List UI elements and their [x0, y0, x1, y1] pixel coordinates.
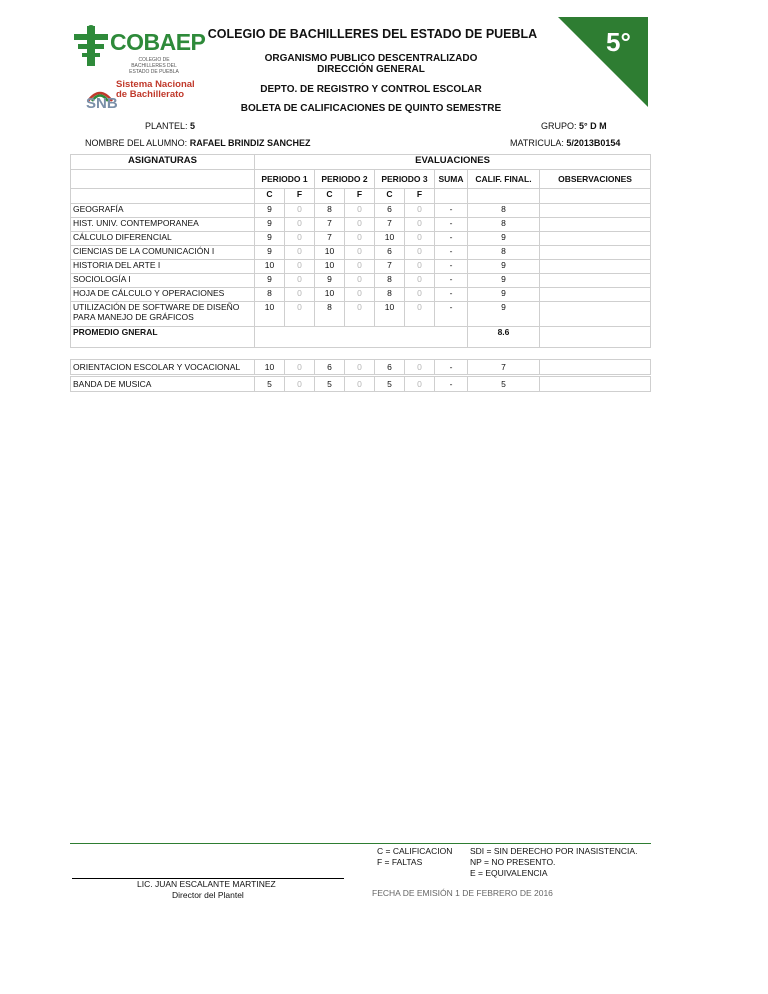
- p1-c: 5: [255, 377, 285, 392]
- p1-c: 10: [255, 302, 285, 327]
- p1-c: 9: [255, 246, 285, 260]
- org-line: ORGANISMO PUBLICO DESCENTRALIZADO: [264, 53, 478, 64]
- table-cf-row: [71, 189, 651, 204]
- calif-final: 9: [468, 274, 540, 288]
- plantel-label: PLANTEL:: [145, 121, 188, 131]
- p3-f: 0: [405, 218, 435, 232]
- legend-right: [470, 846, 637, 879]
- snb-name-line1: Sistema Nacional: [116, 79, 195, 90]
- document-title: BOLETA DE CALIFICACIONES DE QUINTO SEMESTRE: [240, 103, 502, 114]
- calif-final: 8: [468, 246, 540, 260]
- header-p2-f: F: [345, 189, 375, 204]
- p3-c: 5: [375, 377, 405, 392]
- p3-f: 0: [405, 302, 435, 327]
- calif-final: 7: [468, 360, 540, 375]
- p3-c: 8: [375, 274, 405, 288]
- p1-f: 0: [285, 377, 315, 392]
- p2-f: 0: [345, 377, 375, 392]
- p3-f: 0: [405, 288, 435, 302]
- subject-name: ORIENTACION ESCOLAR Y VOCACIONAL: [71, 360, 255, 375]
- table-row: [71, 260, 651, 274]
- p2-f: 0: [345, 274, 375, 288]
- subject-name: HOJA DE CÁLCULO Y OPERACIONES: [71, 288, 255, 302]
- observaciones: [540, 377, 651, 392]
- table-row: [71, 218, 651, 232]
- cobaep-subtitle: COLEGIO DE BACHILLERES DEL ESTADO DE PUEBLA: [129, 57, 179, 75]
- p1-c: 9: [255, 204, 285, 218]
- subject-name: UTILIZACIÓN DE SOFTWARE DE DISEÑO PARA MANEJO DE GRÁFICOS: [71, 302, 255, 327]
- subject-name: CIENCIAS DE LA COMUNICACIÓN I: [71, 246, 255, 260]
- p1-c: 10: [255, 260, 285, 274]
- header-suma: SUMA: [435, 170, 468, 189]
- cobaep-wordmark: COBAEP: [110, 29, 206, 55]
- snb-wordmark: SNB: [86, 95, 118, 112]
- matricula-value: 5/2013B0154: [566, 138, 621, 148]
- grupo-field: [541, 121, 607, 131]
- p3-c: 6: [375, 360, 405, 375]
- suma: -: [435, 246, 468, 260]
- observaciones: [540, 246, 651, 260]
- legend-sdi: SDI = SIN DERECHO POR INASISTENCIA.: [470, 846, 638, 856]
- subject-name: HIST. UNIV. CONTEMPORANEA: [71, 218, 255, 232]
- header-periodo-2: PERIODO 2: [315, 170, 375, 189]
- observaciones: [540, 302, 651, 327]
- p3-c: 8: [375, 288, 405, 302]
- suma: -: [435, 218, 468, 232]
- p1-c: 9: [255, 232, 285, 246]
- p3-c: 7: [375, 260, 405, 274]
- legend-e: E = EQUIVALENCIA: [470, 868, 548, 878]
- subject-name: CÁLCULO DIFERENCIAL: [71, 232, 255, 246]
- suma: -: [435, 260, 468, 274]
- subject-name: GEOGRAFÍA: [71, 204, 255, 218]
- signer-name: LIC. JUAN ESCALANTE MARTINEZ: [137, 879, 276, 889]
- extra-activities-table: [70, 359, 651, 375]
- header-calif-final: CALIF. FINAL.: [468, 170, 540, 189]
- p2-c: 9: [315, 274, 345, 288]
- p2-f: 0: [345, 260, 375, 274]
- table-header-row: [71, 155, 651, 170]
- p1-f: 0: [285, 260, 315, 274]
- observaciones: [540, 218, 651, 232]
- p2-c: 8: [315, 302, 345, 327]
- subject-name: SOCIOLOGÍA I: [71, 274, 255, 288]
- matricula-label: MATRICULA:: [510, 138, 564, 148]
- p2-f: 0: [345, 360, 375, 375]
- observaciones: [540, 232, 651, 246]
- table-row: [71, 360, 651, 375]
- fecha-emision: FECHA DE EMISIÓN 1 DE FEBRERO DE 2016: [372, 888, 553, 898]
- p1-c: 8: [255, 288, 285, 302]
- promedio-row: [71, 327, 651, 348]
- table-subheader-row: [71, 170, 651, 189]
- observaciones: [540, 288, 651, 302]
- p3-f: 0: [405, 260, 435, 274]
- calif-final: 5: [468, 377, 540, 392]
- calif-final: 8: [468, 204, 540, 218]
- matricula-field: [510, 138, 620, 148]
- department-line: DEPTO. DE REGISTRO Y CONTROL ESCOLAR: [260, 84, 482, 95]
- promedio-value: 8.6: [468, 327, 540, 348]
- alumno-field: [85, 138, 311, 148]
- grupo-value: 5° D M: [579, 121, 607, 131]
- direction-line: DIRECCIÓN GENERAL: [317, 64, 425, 75]
- header-periodo-3: PERIODO 3: [375, 170, 435, 189]
- alumno-value: RAFAEL BRINDIZ SANCHEZ: [189, 138, 311, 148]
- observaciones: [540, 204, 651, 218]
- suma: -: [435, 302, 468, 327]
- calif-final: 9: [468, 260, 540, 274]
- header-p1-f: F: [285, 189, 315, 204]
- p1-f: 0: [285, 302, 315, 327]
- p2-c: 6: [315, 360, 345, 375]
- header-p2-c: C: [315, 189, 345, 204]
- alumno-label: NOMBRE DEL ALUMNO:: [85, 138, 188, 148]
- p3-c: 6: [375, 204, 405, 218]
- signer-title: Director del Plantel: [172, 890, 244, 900]
- p2-f: 0: [345, 302, 375, 327]
- plantel-field: [145, 121, 195, 131]
- header-p3-c: C: [375, 189, 405, 204]
- p3-f: 0: [405, 204, 435, 218]
- subject-name: HISTORIA DEL ARTE I: [71, 260, 255, 274]
- observaciones: [540, 360, 651, 375]
- header-periodo-1: PERIODO 1: [255, 170, 315, 189]
- suma: -: [435, 232, 468, 246]
- p1-c: 9: [255, 274, 285, 288]
- snb-name-line2: de Bachillerato: [116, 89, 185, 100]
- p2-c: 7: [315, 218, 345, 232]
- p3-c: 7: [375, 218, 405, 232]
- p3-f: 0: [405, 377, 435, 392]
- table-row: [71, 288, 651, 302]
- calif-final: 9: [468, 232, 540, 246]
- p2-c: 5: [315, 377, 345, 392]
- suma: -: [435, 360, 468, 375]
- subject-name: BANDA DE MUSICA: [71, 377, 255, 392]
- p3-f: 0: [405, 274, 435, 288]
- p2-c: 7: [315, 232, 345, 246]
- p2-c: 10: [315, 288, 345, 302]
- semester-badge-label: 5°: [606, 27, 631, 57]
- calif-final: 9: [468, 288, 540, 302]
- header-p3-f: F: [405, 189, 435, 204]
- legend-np: NP = NO PRESENTO.: [470, 857, 556, 867]
- header-observaciones: OBSERVACIONES: [540, 170, 651, 189]
- p1-c: 9: [255, 218, 285, 232]
- promedio-label: PROMEDIO GNERAL: [71, 327, 255, 348]
- table-row: [71, 204, 651, 218]
- p1-f: 0: [285, 288, 315, 302]
- header-asignaturas: ASIGNATURAS: [71, 155, 255, 170]
- calif-final: 8: [468, 218, 540, 232]
- p2-f: 0: [345, 288, 375, 302]
- observaciones: [540, 274, 651, 288]
- suma: -: [435, 204, 468, 218]
- calif-final: 9: [468, 302, 540, 327]
- table-row: [71, 274, 651, 288]
- grades-table: [70, 154, 651, 348]
- table-row: [71, 302, 651, 327]
- p1-f: 0: [285, 274, 315, 288]
- p3-f: 0: [405, 246, 435, 260]
- school-title: COLEGIO DE BACHILLERES DEL ESTADO DE PUEBLA: [207, 27, 538, 41]
- p2-c: 10: [315, 246, 345, 260]
- table-row: [71, 377, 651, 392]
- table-row: [71, 232, 651, 246]
- suma: -: [435, 274, 468, 288]
- p1-f: 0: [285, 204, 315, 218]
- header-p1-c: C: [255, 189, 285, 204]
- p3-f: 0: [405, 232, 435, 246]
- p2-c: 8: [315, 204, 345, 218]
- p2-f: 0: [345, 204, 375, 218]
- p2-f: 0: [345, 218, 375, 232]
- p2-f: 0: [345, 246, 375, 260]
- plantel-value: 5: [190, 121, 196, 131]
- legend-left: [377, 846, 452, 868]
- p2-c: 10: [315, 260, 345, 274]
- extra-activities-table-2: [70, 376, 651, 392]
- p1-f: 0: [285, 246, 315, 260]
- p1-f: 0: [285, 232, 315, 246]
- legend-c: C = CALIFICACION: [377, 846, 453, 856]
- grupo-label: GRUPO:: [541, 121, 577, 131]
- table-row: [71, 246, 651, 260]
- p3-c: 6: [375, 246, 405, 260]
- legend-f: F = FALTAS: [377, 857, 423, 867]
- p1-f: 0: [285, 218, 315, 232]
- header-evaluaciones: EVALUACIONES: [255, 155, 651, 170]
- footer-divider: [70, 843, 651, 844]
- p1-f: 0: [285, 360, 315, 375]
- p3-c: 10: [375, 302, 405, 327]
- p3-c: 10: [375, 232, 405, 246]
- suma: -: [435, 377, 468, 392]
- observaciones: [540, 260, 651, 274]
- p1-c: 10: [255, 360, 285, 375]
- p3-f: 0: [405, 360, 435, 375]
- p2-f: 0: [345, 232, 375, 246]
- suma: -: [435, 288, 468, 302]
